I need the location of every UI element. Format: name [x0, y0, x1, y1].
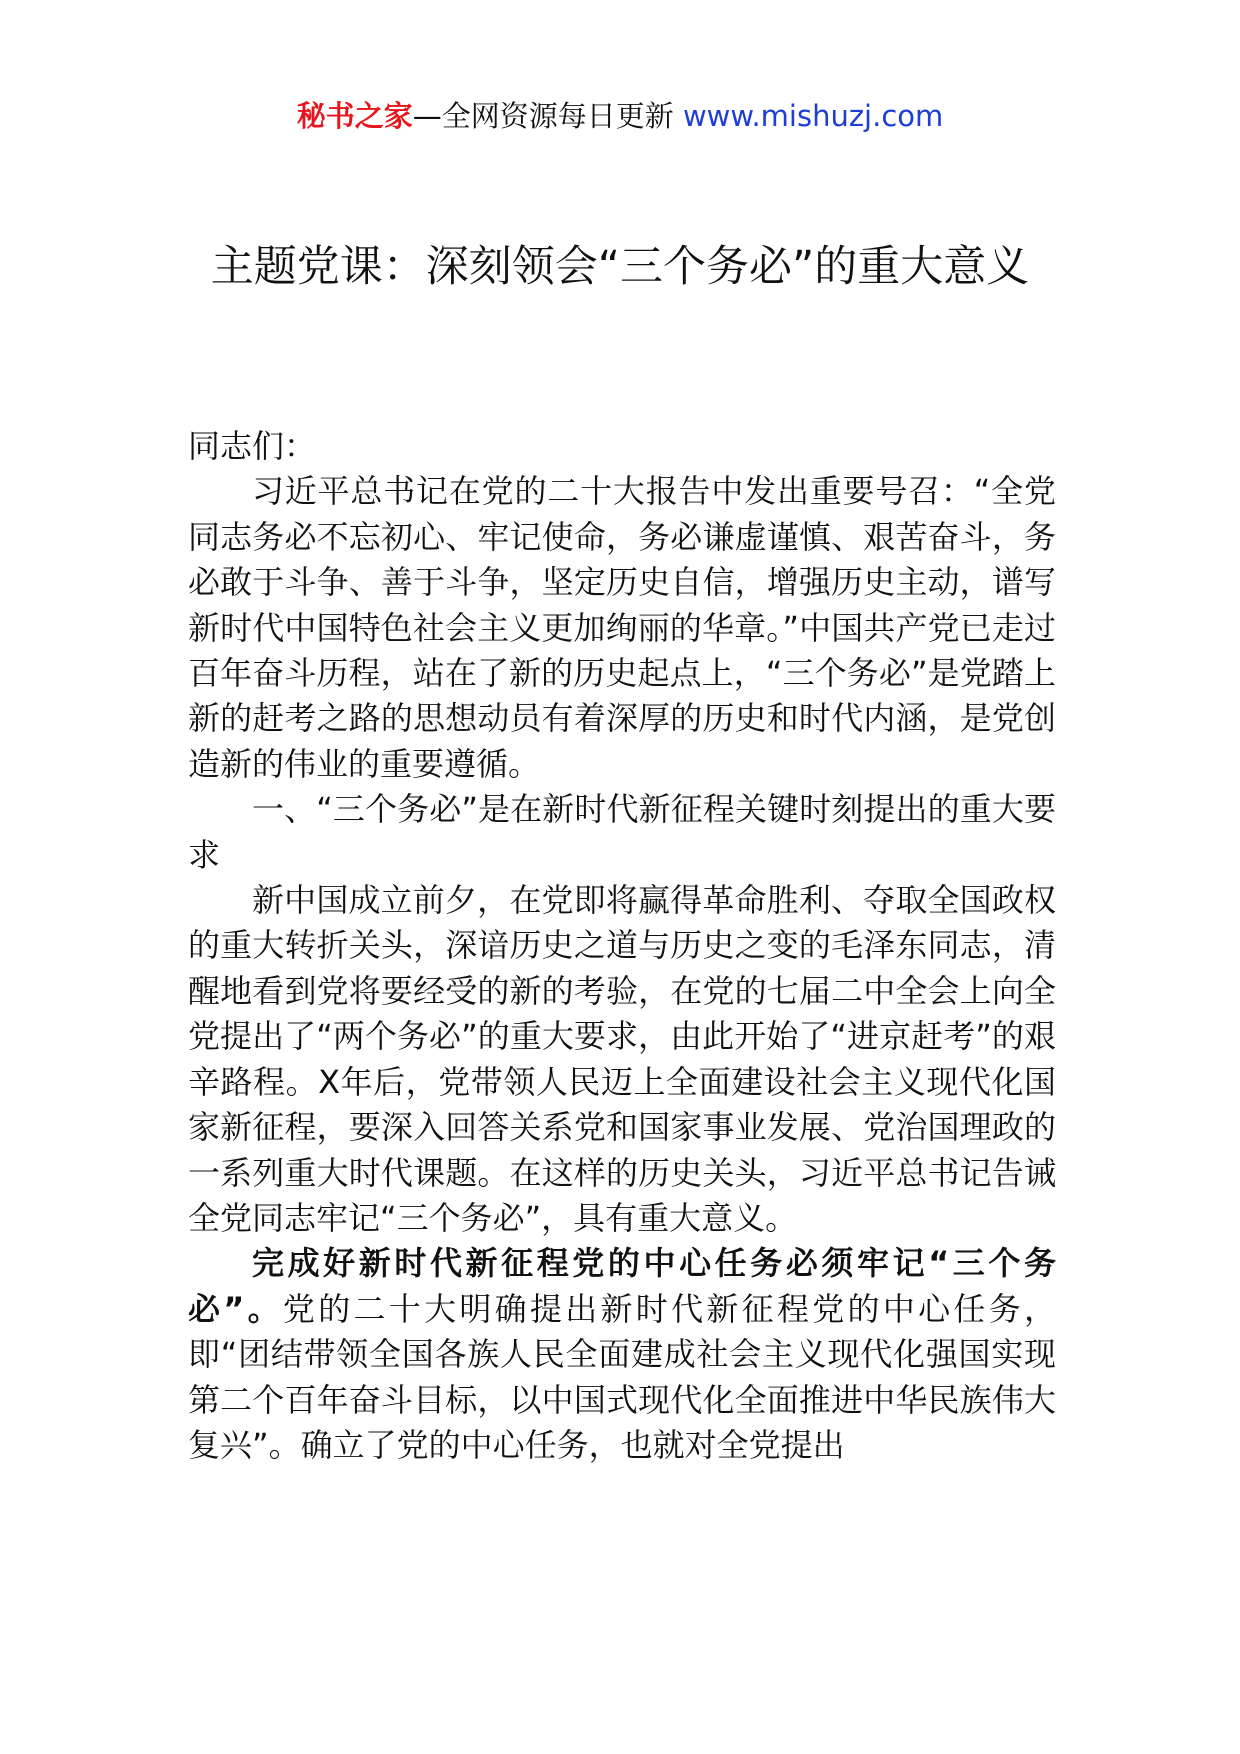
site-brand: 秘书之家 [296, 99, 413, 133]
paragraph-intro: 习近平总书记在党的二十大报告中发出重要号召：“全党同志务必不忘初心、牢记使命，务必谦虚谨慎、艰苦奋斗，务必敢于斗争、善于斗争，坚定历史自信，增强历史主动，谱写新时代中国特色社会主义更加绚丽的华章。”中国共产党已走过百年奋斗历程，站在了新的历史起点上，“三个务必”是党踏上新的赶考之路的思想动员有着深厚的历史和时代内涵，是党创造新的伟业的重要遵循。 [188, 472, 1056, 783]
document-title: 主题党课：深刻领会“三个务必”的重大意义 [210, 242, 1030, 292]
paragraph-history: 新中国成立前夕，在党即将赢得革命胜利、夺取全国政权的重大转折关头，深谙历史之道与历史之变的毛泽东同志，清醒地看到党将要经受的新的考验，在党的七届二中全会上向全党提出了“两个务必”的重大要求，由此开始了“进京赶考”的艰辛路程。X年后，党带领人民迈上全面建设社会主义现代化国家新征程，要深入回答关系党和国家事业发展、党治国理政的一系列重大时代课题。在这样的历史关头，习近平总书记告诫全党同志牢记“三个务必”，具有重大意义。 [188, 881, 1056, 1237]
salutation: 同志们： [188, 427, 317, 465]
paragraph-text: 党的二十大明确提出新时代新征程党的中心任务，即“团结带领全国各族人民全面建成社会主义现代化强国实现第二个百年奋斗目标，以中国式现代化全面推进中华民族伟大复兴”。确立了党的中心任务，也就对全党提出 [188, 1289, 1056, 1464]
site-tagline: —全网资源每日更新 [412, 99, 683, 133]
paragraph-central-task [188, 1241, 1056, 1468]
section-heading-one: 一、“三个务必”是在新时代新征程关键时刻提出的重大要求 [188, 790, 1056, 874]
site-header [0, 96, 1240, 136]
document-body [188, 424, 1056, 1468]
site-url-link[interactable]: www.mishuzj.com [682, 99, 944, 133]
paragraph-bold-lead: 完成好新时代新征程党的中心任务必须牢记“三个务必”。 [188, 1244, 1056, 1328]
